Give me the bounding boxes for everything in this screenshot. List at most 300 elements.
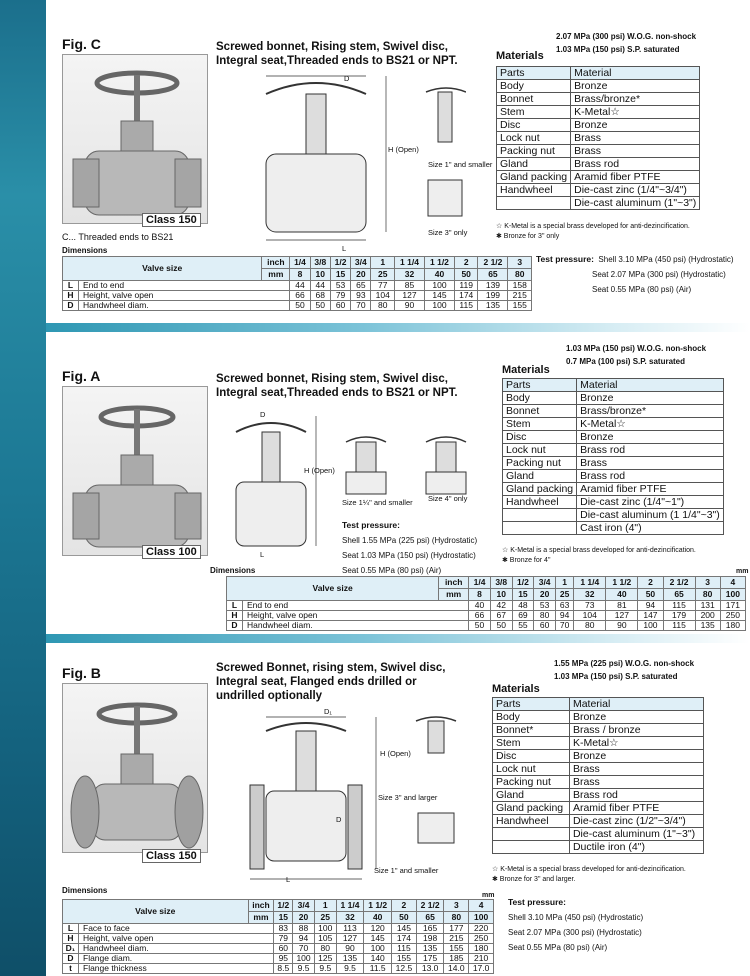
dim-value: 100	[364, 944, 392, 954]
mm-size-cell: 8	[469, 589, 491, 601]
dim-value: 60	[330, 301, 350, 311]
material-cell: Aramid fiber PTFE	[571, 171, 700, 184]
dim-value: 79	[330, 291, 350, 301]
material-cell: Material	[577, 379, 724, 392]
dim-label: Flange thickness	[79, 964, 274, 974]
dim-value: 155	[508, 301, 532, 311]
material-cell: Die-cast aluminum (1 1/4"~3")	[577, 509, 724, 522]
dim-value: 70	[293, 944, 315, 954]
material-cell: K-Metal☆	[569, 737, 703, 750]
inch-size-cell: 4	[720, 577, 745, 589]
mm-label: mm	[248, 912, 274, 924]
dim-value: 9.5	[336, 964, 364, 974]
inch-size-cell: 1/2	[274, 900, 293, 912]
dim-value: 88	[293, 924, 315, 934]
material-cell: Bronze	[569, 711, 703, 724]
dim-value: 155	[444, 944, 469, 954]
materials-row	[493, 789, 704, 802]
materials-row	[497, 145, 700, 158]
inch-size-cell: 1	[371, 257, 395, 269]
dim-label: Handwheel diam.	[79, 301, 290, 311]
dim-value: 90	[606, 621, 638, 631]
dim-value: 115	[454, 301, 478, 311]
material-cell: K-Metal☆	[571, 106, 700, 119]
section-fig-c	[46, 0, 750, 323]
materials-row	[503, 522, 724, 535]
dim-value: 127	[395, 291, 425, 301]
dim-value: 198	[416, 934, 444, 944]
inch-size-cell: 3/8	[310, 257, 330, 269]
dim-value: 127	[336, 934, 364, 944]
materials-row	[493, 815, 704, 828]
material-cell: Aramid fiber PTFE	[569, 802, 703, 815]
dim-value: 68	[310, 291, 330, 301]
material-cell: Brass rod	[577, 444, 724, 457]
materials-row	[503, 405, 724, 418]
materials-row	[497, 119, 700, 132]
note-line: ☆ K-Metal is a special brass developed for anti-dezincification.	[502, 547, 696, 554]
dim-label: Flange diam.	[79, 954, 274, 964]
dim-value: 14.0	[444, 964, 469, 974]
materials-title: Materials	[502, 364, 550, 376]
dim-symbol: D₁	[63, 944, 79, 954]
material-cell: K-Metal☆	[577, 418, 724, 431]
part-cell	[503, 522, 577, 535]
part-cell: Stem	[503, 418, 577, 431]
dim-symbol: D	[63, 954, 79, 964]
class-label: Class 150	[142, 213, 201, 227]
materials-header-row	[493, 698, 704, 711]
material-cell: Brass	[571, 132, 700, 145]
size-caption: Size 4" only	[428, 494, 468, 503]
materials-table	[502, 378, 724, 535]
inch-size-cell: 1	[555, 577, 573, 589]
dim-value: 135	[695, 621, 720, 631]
dim-value: 165	[416, 924, 444, 934]
material-cell: Bronze	[569, 750, 703, 763]
material-cell: Aramid fiber PTFE	[577, 483, 724, 496]
mm-size-cell: 20	[534, 589, 556, 601]
pressure-rating	[556, 30, 696, 56]
dim-value: 185	[444, 954, 469, 964]
dim-value: 80	[534, 611, 556, 621]
dim-value: 100	[638, 621, 663, 631]
dim-value: 127	[606, 611, 638, 621]
dim-label: End to end	[243, 601, 469, 611]
dim-value: 100	[424, 281, 454, 291]
test-line: Shell 3.10 MPa (450 psi) (Hydrostatic)	[598, 255, 734, 264]
mm-size-cell: 25	[314, 912, 336, 924]
part-cell: Gland	[493, 789, 570, 802]
dim-value: 79	[274, 934, 293, 944]
mm-size-cell: 100	[469, 912, 494, 924]
dim-value: 113	[336, 924, 364, 934]
inch-size-cell: 3	[508, 257, 532, 269]
material-cell: Brass rod	[571, 158, 700, 171]
dim-value: 145	[424, 291, 454, 301]
dim-value: 104	[574, 611, 606, 621]
mm-size-cell: 80	[444, 912, 469, 924]
dim-value: 177	[444, 924, 469, 934]
dim-value: 95	[274, 954, 293, 964]
dim-value: 135	[336, 954, 364, 964]
size-caption: Size 3" only	[428, 228, 468, 237]
dims-header-row	[63, 900, 494, 912]
material-notes	[496, 222, 690, 242]
materials-row	[493, 711, 704, 724]
inch-label: inch	[439, 577, 469, 589]
dims-row	[63, 934, 494, 944]
inch-size-cell: 2	[454, 257, 478, 269]
dimensions-title: Dimensions	[62, 886, 108, 895]
dims-row	[63, 964, 494, 974]
dim-value: 94	[555, 611, 573, 621]
valve-size-label: Valve size	[227, 577, 439, 601]
inch-label: inch	[248, 900, 274, 912]
material-cell: Material	[569, 698, 703, 711]
dim-value: 93	[351, 291, 371, 301]
materials-row	[493, 828, 704, 841]
desc-line: undrilled optionally	[216, 690, 323, 702]
dim-value: 83	[274, 924, 293, 934]
part-cell: Parts	[493, 698, 570, 711]
materials-row	[497, 80, 700, 93]
mm-size-cell: 20	[351, 269, 371, 281]
inch-size-cell: 3	[444, 900, 469, 912]
dim-value: 66	[469, 611, 491, 621]
materials-row	[497, 184, 700, 197]
dim-value: 13.0	[416, 964, 444, 974]
dim-value: 80	[371, 301, 395, 311]
dim-value: 85	[395, 281, 425, 291]
desc-line: Integral seat,Threaded ends to BS21 or NPT.	[216, 55, 458, 67]
dim-value: 77	[371, 281, 395, 291]
height-caption: H (Open)	[380, 749, 411, 758]
inch-size-cell: 2 1/2	[663, 577, 695, 589]
fig-label: Fig. A	[62, 368, 101, 384]
mm-size-cell: 50	[392, 912, 417, 924]
dim-value: 8.5	[274, 964, 293, 974]
mm-size-cell: 32	[395, 269, 425, 281]
mm-size-cell: 20	[293, 912, 315, 924]
dim-symbol: L	[227, 601, 243, 611]
material-cell: Brass	[569, 776, 703, 789]
mm-label: mm	[262, 269, 290, 281]
description	[216, 40, 458, 68]
materials-row	[497, 158, 700, 171]
test-pressure	[342, 518, 477, 578]
dim-value: 44	[310, 281, 330, 291]
test-pressure	[508, 895, 643, 955]
dim-symbol: H	[63, 934, 79, 944]
dim-value: 12.5	[392, 964, 417, 974]
dim-value: 11.5	[364, 964, 392, 974]
dim-value: 53	[330, 281, 350, 291]
dim-value: 40	[469, 601, 491, 611]
part-cell: Gland packing	[497, 171, 571, 184]
pressure-line: 1.03 MPa (150 psi) S.P. saturated	[554, 672, 678, 681]
part-cell: Bonnet*	[493, 724, 570, 737]
part-cell: Lock nut	[493, 763, 570, 776]
dim-value: 131	[695, 601, 720, 611]
inch-size-cell: 1 1/4	[336, 900, 364, 912]
inch-size-cell: 1	[314, 900, 336, 912]
dims-row	[63, 944, 494, 954]
mm-size-cell: 10	[490, 589, 512, 601]
part-cell: Bonnet	[497, 93, 571, 106]
dim-value: 63	[555, 601, 573, 611]
materials-table	[492, 697, 704, 854]
dims-header-row	[227, 577, 746, 589]
inch-size-cell: 2 1/2	[416, 900, 444, 912]
material-cell: Brass	[569, 763, 703, 776]
mm-size-cell: 32	[336, 912, 364, 924]
dim-value: 135	[416, 944, 444, 954]
dim-value: 180	[720, 621, 745, 631]
mm-size-cell: 15	[274, 912, 293, 924]
size-caption: Size 1¼" and smaller	[342, 498, 413, 507]
material-cell: Brass/bronze*	[577, 405, 724, 418]
dim-value: 145	[392, 924, 417, 934]
materials-row	[493, 776, 704, 789]
inch-size-cell: 3/4	[534, 577, 556, 589]
dim-value: 119	[454, 281, 478, 291]
dim-l-label: L	[342, 244, 347, 253]
part-cell: Handwheel	[493, 815, 570, 828]
dim-value: 94	[638, 601, 663, 611]
material-cell: Brass	[577, 457, 724, 470]
section-divider	[46, 634, 750, 643]
dim-d-label: D	[260, 410, 266, 419]
materials-row	[493, 802, 704, 815]
part-cell: Stem	[497, 106, 571, 119]
dims-row	[63, 954, 494, 964]
dim-value: 220	[469, 924, 494, 934]
materials-row	[503, 470, 724, 483]
dim-value: 94	[293, 934, 315, 944]
dim-value: 147	[638, 611, 663, 621]
part-cell: Lock nut	[497, 132, 571, 145]
inch-size-cell: 1 1/4	[395, 257, 425, 269]
dims-row	[227, 621, 746, 631]
valve-photo-image	[63, 55, 208, 224]
test-title: Test pressure:	[508, 897, 566, 907]
inch-size-cell: 4	[469, 900, 494, 912]
height-caption: H (Open)	[388, 145, 419, 154]
material-cell: Bronze	[571, 119, 700, 132]
part-cell: Lock nut	[503, 444, 577, 457]
dim-value: 250	[469, 934, 494, 944]
part-cell: Gland	[503, 470, 577, 483]
valve-photo-image	[63, 684, 208, 853]
part-cell: Parts	[497, 67, 571, 80]
dim-symbol: D	[63, 301, 79, 311]
part-cell: Packing nut	[493, 776, 570, 789]
desc-line: Integral seat, Flanged ends drilled or	[216, 676, 417, 688]
dims-row	[63, 924, 494, 934]
materials-row	[493, 750, 704, 763]
pressure-line: 1.55 MPa (225 psi) W.O.G. non-shock	[554, 659, 695, 668]
dim-value: 80	[574, 621, 606, 631]
dim-value: 140	[364, 954, 392, 964]
dim-value: 100	[293, 954, 315, 964]
description	[216, 372, 458, 400]
part-cell: Gland packing	[493, 802, 570, 815]
dim-value: 115	[663, 621, 695, 631]
part-cell: Packing nut	[503, 457, 577, 470]
dims-header-row	[63, 257, 532, 269]
dim-value: 73	[574, 601, 606, 611]
desc-line: Screwed Bonnet, rising stem, Swivel disc,	[216, 662, 446, 674]
dim-value: 215	[508, 291, 532, 301]
dim-value: 65	[351, 281, 371, 291]
dim-value: 210	[469, 954, 494, 964]
dim-label: Handwheel diam.	[79, 944, 274, 954]
dim-value: 67	[490, 611, 512, 621]
class-label: Class 100	[142, 545, 201, 559]
dim-value: 115	[663, 601, 695, 611]
dim-value: 179	[663, 611, 695, 621]
part-cell: Gland packing	[503, 483, 577, 496]
material-cell: Bronze	[571, 80, 700, 93]
dim-value: 174	[392, 934, 417, 944]
test-line: Shell 3.10 MPa (450 psi) (Hydrostatic)	[508, 913, 644, 922]
valve-photo	[62, 54, 208, 224]
inch-size-cell: 3	[695, 577, 720, 589]
materials-row	[497, 171, 700, 184]
dim-value: 180	[469, 944, 494, 954]
dim-value: 145	[364, 934, 392, 944]
material-cell: Die-cast zinc (1/4"~3/4")	[571, 184, 700, 197]
threaded-note: C... Threaded ends to BS21	[62, 232, 174, 242]
pressure-line: 0.7 MPa (100 psi) S.P. saturated	[566, 357, 686, 366]
material-cell: Ductile iron (4")	[569, 841, 703, 854]
dims-row	[227, 601, 746, 611]
dim-d1-label: D₁	[324, 707, 332, 716]
inch-size-cell: 1 1/4	[574, 577, 606, 589]
part-cell: Packing nut	[497, 145, 571, 158]
material-cell: Cast iron (4")	[577, 522, 724, 535]
mm-size-cell: 50	[454, 269, 478, 281]
valve-size-label: Valve size	[63, 257, 262, 281]
dim-d-label: D	[336, 815, 342, 824]
test-line: Seat 2.07 MPa (300 psi) (Hydrostatic)	[508, 928, 642, 937]
dim-value: 50	[290, 301, 310, 311]
material-cell: Brass rod	[569, 789, 703, 802]
test-line: Seat 0.55 MPa (80 psi) (Air)	[508, 943, 608, 952]
inch-size-cell: 1/4	[290, 257, 310, 269]
mm-unit: mm	[482, 892, 495, 899]
dim-label: Height, valve open	[79, 291, 290, 301]
materials-row	[493, 841, 704, 854]
mm-size-cell: 40	[424, 269, 454, 281]
dims-row	[227, 611, 746, 621]
dim-value: 48	[512, 601, 534, 611]
materials-header-row	[503, 379, 724, 392]
part-cell: Disc	[493, 750, 570, 763]
size-caption: Size 1" and smaller	[374, 866, 439, 875]
part-cell: Body	[497, 80, 571, 93]
test-line: Seat 1.03 MPa (150 psi) (Hydrostatic)	[342, 551, 476, 560]
dim-value: 120	[364, 924, 392, 934]
valve-photo	[62, 386, 208, 556]
test-title: Test pressure:	[342, 520, 400, 530]
mm-size-cell: 25	[555, 589, 573, 601]
material-cell: Brass rod	[577, 470, 724, 483]
mm-size-cell: 40	[364, 912, 392, 924]
pressure-rating	[566, 342, 706, 368]
dim-symbol: H	[227, 611, 243, 621]
mm-size-cell: 65	[478, 269, 508, 281]
dim-value: 60	[534, 621, 556, 631]
dim-value: 81	[606, 601, 638, 611]
dim-value: 17.0	[469, 964, 494, 974]
mm-size-cell: 15	[330, 269, 350, 281]
dim-value: 139	[478, 281, 508, 291]
material-cell: Die-cast aluminum (1"~3")	[571, 197, 700, 210]
dim-symbol: L	[63, 924, 79, 934]
part-cell: Body	[493, 711, 570, 724]
mm-size-cell: 80	[508, 269, 532, 281]
part-cell: Stem	[493, 737, 570, 750]
inch-label: inch	[262, 257, 290, 269]
dimensions-title: Dimensions	[210, 566, 256, 575]
material-cell: Brass	[571, 145, 700, 158]
height-caption: H (Open)	[304, 466, 335, 475]
mm-size-cell: 80	[695, 589, 720, 601]
inch-size-cell: 2	[392, 900, 417, 912]
mm-size-cell: 50	[638, 589, 663, 601]
part-cell	[503, 509, 577, 522]
section-fig-b	[46, 643, 750, 976]
dim-value: 105	[314, 934, 336, 944]
dim-value: 9.5	[314, 964, 336, 974]
inch-size-cell: 1 1/2	[424, 257, 454, 269]
note-line: ☆ K-Metal is a special brass developed for anti-dezincification.	[492, 866, 686, 873]
part-cell: Parts	[503, 379, 577, 392]
inch-size-cell: 3/4	[293, 900, 315, 912]
dim-value: 171	[720, 601, 745, 611]
materials-row	[493, 724, 704, 737]
note-line: ✱ Bronze for 3" and larger.	[492, 876, 576, 883]
inch-size-cell: 1/4	[469, 577, 491, 589]
part-cell: Body	[503, 392, 577, 405]
materials-row	[497, 132, 700, 145]
materials-table	[496, 66, 700, 210]
pressure-rating	[554, 657, 694, 683]
dim-value: 70	[351, 301, 371, 311]
dim-value: 50	[490, 621, 512, 631]
materials-row	[503, 444, 724, 457]
dim-value: 50	[469, 621, 491, 631]
dim-value: 60	[274, 944, 293, 954]
materials-row	[493, 737, 704, 750]
dim-symbol: t	[63, 964, 79, 974]
dim-value: 200	[695, 611, 720, 621]
mm-size-cell: 8	[290, 269, 310, 281]
part-cell	[497, 197, 571, 210]
part-cell: Disc	[497, 119, 571, 132]
material-cell: Bronze	[577, 392, 724, 405]
dim-value: 155	[392, 954, 417, 964]
test-line: Seat 0.55 MPa (80 psi) (Air)	[342, 566, 442, 575]
dim-label: End to end	[79, 281, 290, 291]
inch-size-cell: 3/4	[351, 257, 371, 269]
fig-label: Fig. C	[62, 36, 101, 52]
pressure-line: 2.07 MPa (300 psi) W.O.G. non-shock	[556, 32, 697, 41]
mm-size-cell: 65	[416, 912, 444, 924]
part-cell: Disc	[503, 431, 577, 444]
